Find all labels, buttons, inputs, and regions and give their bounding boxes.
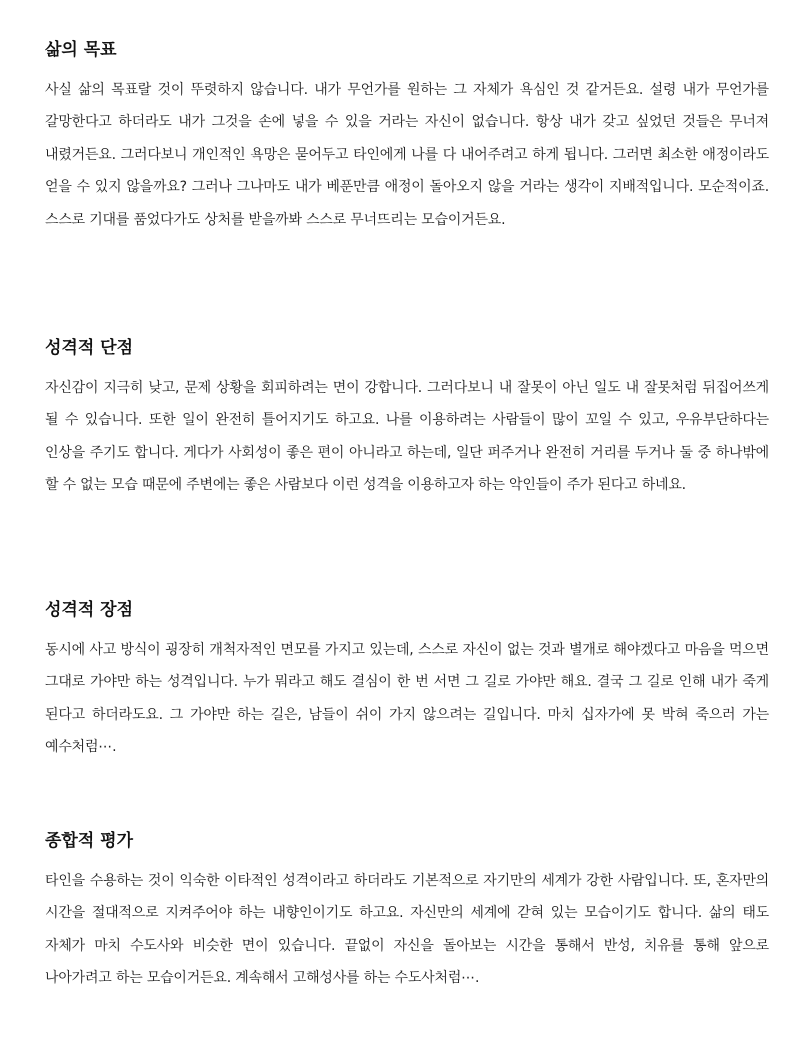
section-overall-evaluation — [45, 829, 769, 995]
section-body: 사실 삶의 목표랄 것이 뚜렷하지 않습니다. 내가 무언가를 원하는 그 자체가 욕심인 것 같거든요. 설령 내가 무언가를 갈망한다고 하더라도 내가 그것을 손에 넣을 수 있을 거라는 자신이 없습니다. 항상 내가 갖고 싶었던 것들은 무너져 내렸거든요. 그러다보니 개인적인 욕망은 묻어두고 타인에게 나를 다 내어주려고 하게 됩니다. 그러면 최소한 애정이라도 얻을 수 있지 않을까요? 그러나 그나마도 내가 베푼만큼 애정이 돌아오지 않을 거라는 생각이 지배적입니다. 모순적이죠. 스스로 기대를 품었다가도 상처를 받을까봐 스스로 무너뜨리는 모습이거든요. — [45, 82, 769, 228]
section-life-goal — [45, 38, 769, 236]
section-title: 삶의 목표 — [45, 40, 117, 60]
section-body: 자신감이 지극히 낮고, 문제 상황을 회피하려는 면이 강합니다. 그러다보니 내 잘못이 아닌 일도 내 잘못처럼 뒤집어쓰게 될 수 있습니다. 또한 일이 완전히 틀어지기도 하고요. 나를 이용하려는 사람들이 많이 꼬일 수 있고, 우유부단하다는 인상을 주기도 합니다. 게다가 사회성이 좋은 편이 아니라고 하는데, 일단 퍼주거나 완전히 거리를 두거나 둘 중 하나밖에 할 수 없는 모습 때문에 주변에는 좋은 사람보다 이런 성격을 이용하고자 하는 악인들이 주가 된다고 하네요. — [45, 380, 769, 494]
section-strengths — [45, 598, 769, 764]
section-title: 종합적 평가 — [45, 831, 134, 851]
section-title: 성격적 장점 — [45, 600, 134, 620]
section-body: 동시에 사고 방식이 굉장히 개척자적인 면모를 가지고 있는데, 스스로 자신이 없는 것과 별개로 해야겠다고 마음을 먹으면 그대로 가야만 하는 성격입니다. 누가 뭐라고 해도 결심이 한 번 서면 그 길로 가야만 해요. 결국 그 길로 인해 내가 죽게 된다고 하더라도요. 그 가야만 하는 길은, 남들이 쉬이 가지 않으려는 길입니다. 마치 십자가에 못 박혀 죽으러 가는 예수처럼⋯. — [45, 642, 769, 756]
section-title: 성격적 단점 — [45, 338, 134, 358]
section-body: 타인을 수용하는 것이 익숙한 이타적인 성격이라고 하더라도 기본적으로 자기만의 세계가 강한 사람입니다. 또, 혼자만의 시간을 절대적으로 지켜주어야 하는 내향인이기도 하고요. 자신만의 세계에 갇혀 있는 모습이기도 합니다. 삶의 태도 자체가 마치 수도사와 비슷한 면이 있습니다. 끝없이 자신을 돌아보는 시간을 통해서 반성, 치유를 통해 앞으로 나아가려고 하는 모습이거든요. 계속해서 고해성사를 하는 수도사처럼⋯. — [45, 873, 769, 987]
section-weaknesses — [45, 336, 769, 502]
